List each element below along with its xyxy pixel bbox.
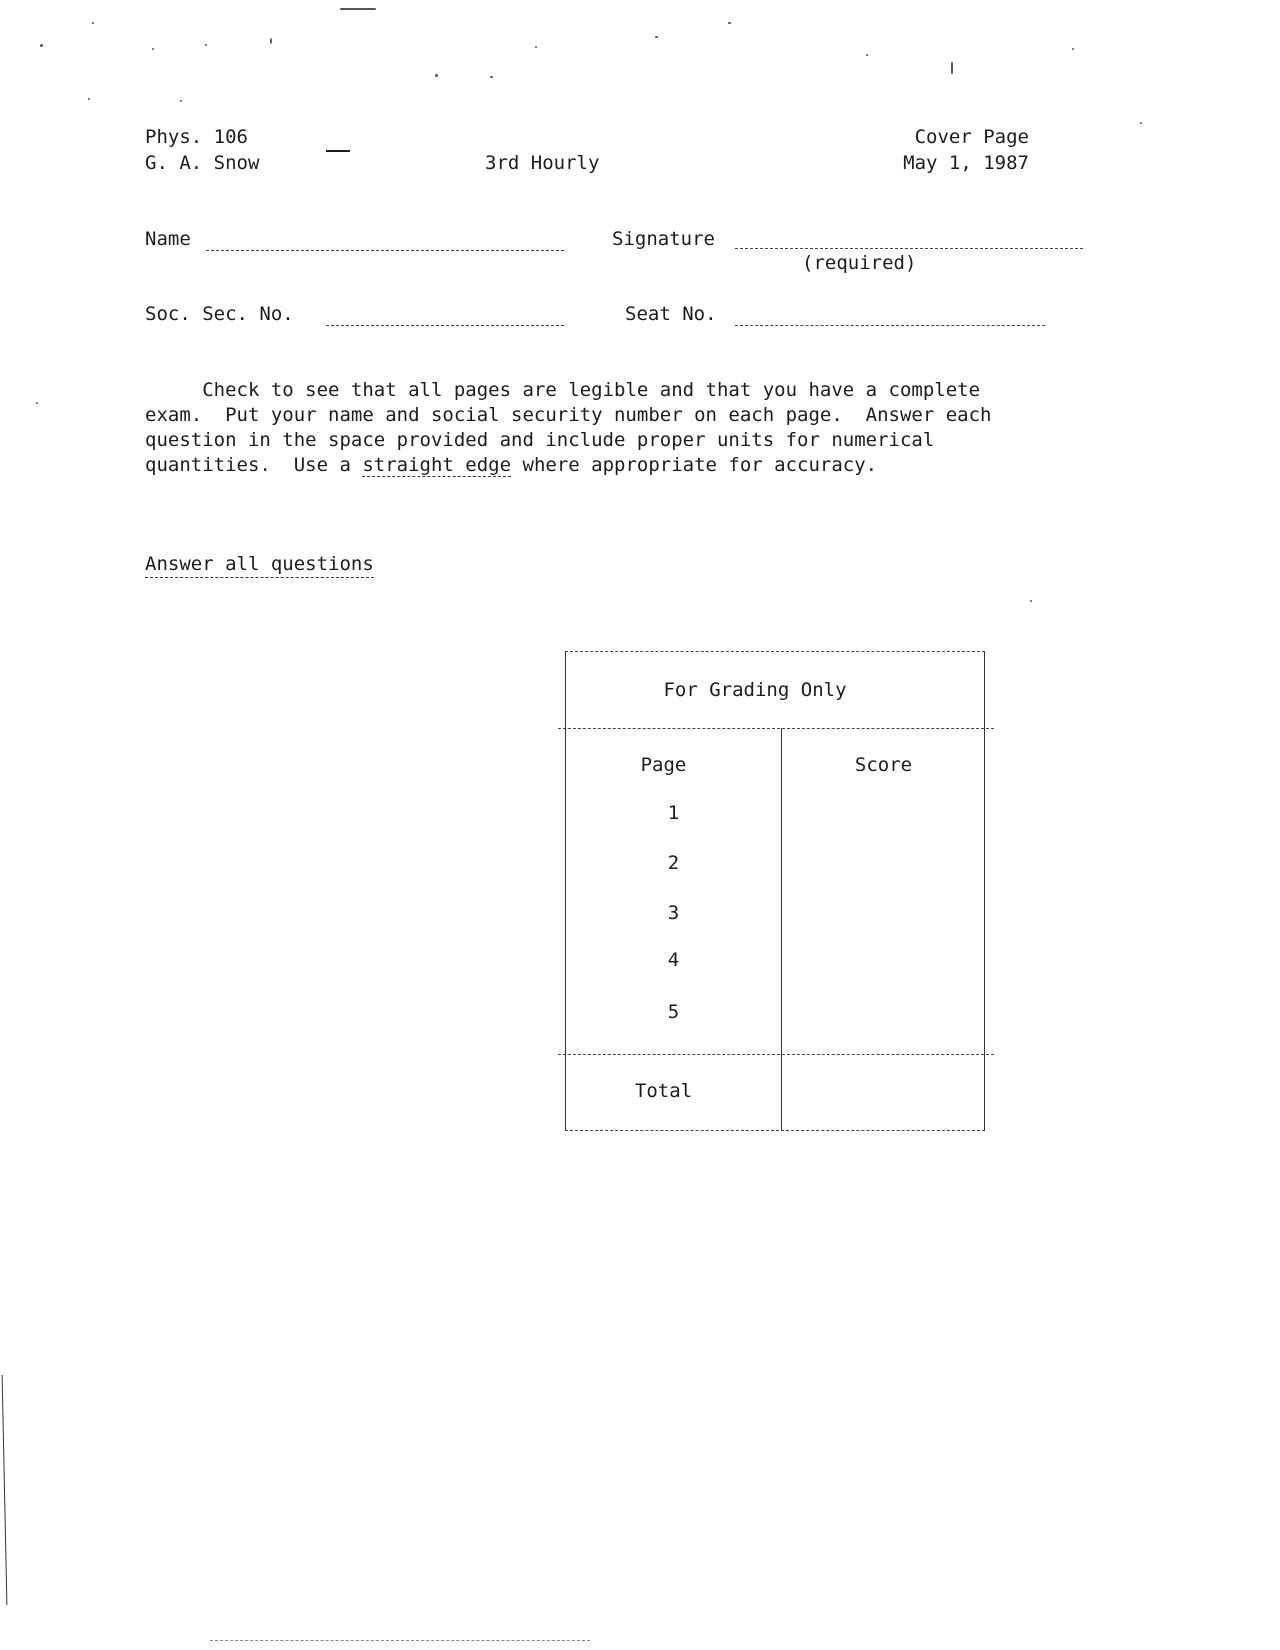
instructions-line: Check to see that all pages are legible and that you have a complete	[145, 379, 981, 401]
scan-speck	[270, 38, 272, 44]
scan-speck	[340, 8, 376, 10]
ssn-label: Soc. Sec. No.	[145, 303, 294, 325]
scan-speck	[180, 100, 182, 102]
scan-bottom-marks	[210, 1640, 590, 1641]
exam-title: 3rd Hourly	[485, 152, 600, 174]
scan-speck	[1140, 122, 1142, 124]
instructions-paragraph	[145, 378, 1105, 478]
scan-speck	[655, 36, 658, 38]
page-number-row: 4	[667, 949, 680, 971]
scan-speck	[951, 62, 953, 74]
page-number-row: 2	[667, 852, 680, 874]
scan-edge-line	[2, 1375, 8, 1605]
signature-required-note: (required)	[802, 252, 917, 274]
exam-date: May 1, 1987	[903, 152, 1029, 174]
page-number-row: 5	[667, 1001, 680, 1023]
instructions-line: where appropriate for accuracy.	[511, 454, 878, 476]
scan-speck	[92, 22, 94, 24]
straight-edge-emphasis: straight edge	[362, 454, 512, 476]
instructions-line: exam. Put your name and social security number on each page. Answer each	[145, 404, 992, 426]
scan-speck	[728, 22, 731, 24]
course-code: Phys. 106	[145, 126, 248, 148]
page-number-row: 3	[667, 902, 680, 924]
ssn-field[interactable]	[326, 325, 564, 326]
page-column-header: Page	[640, 754, 687, 776]
grading-column-divider	[781, 728, 782, 1130]
scan-speck	[490, 76, 493, 78]
instructions-line: quantities. Use a	[145, 454, 363, 476]
signature-label: Signature	[612, 228, 715, 250]
scan-speck	[866, 54, 868, 56]
scan-speck	[435, 74, 438, 77]
instructions-line: question in the space provided and include proper units for numerical	[145, 429, 935, 451]
answer-all-note: Answer all questions	[145, 555, 374, 578]
scan-speck	[535, 46, 537, 48]
grading-table	[565, 651, 985, 1131]
seat-label: Seat No.	[625, 303, 717, 325]
grading-divider	[558, 728, 994, 729]
scan-speck	[152, 48, 154, 50]
page-number-row: 1	[667, 802, 680, 824]
header-dash-mark	[326, 150, 350, 152]
scan-speck	[88, 98, 90, 100]
page-title: Cover Page	[914, 126, 1029, 148]
total-label: Total	[634, 1080, 693, 1102]
scan-speck	[1030, 600, 1032, 602]
scan-speck	[36, 402, 38, 404]
instructor-name: G. A. Snow	[145, 152, 260, 174]
seat-field[interactable]	[735, 325, 1045, 326]
name-label: Name	[145, 228, 191, 250]
scan-speck	[1072, 48, 1074, 50]
total-divider	[558, 1054, 994, 1055]
score-column-header: Score	[854, 754, 913, 776]
grading-title: For Grading Only	[663, 679, 847, 701]
signature-field[interactable]	[735, 248, 1083, 249]
scan-speck	[40, 44, 43, 47]
scan-speck	[205, 44, 207, 46]
name-field[interactable]	[206, 250, 564, 251]
